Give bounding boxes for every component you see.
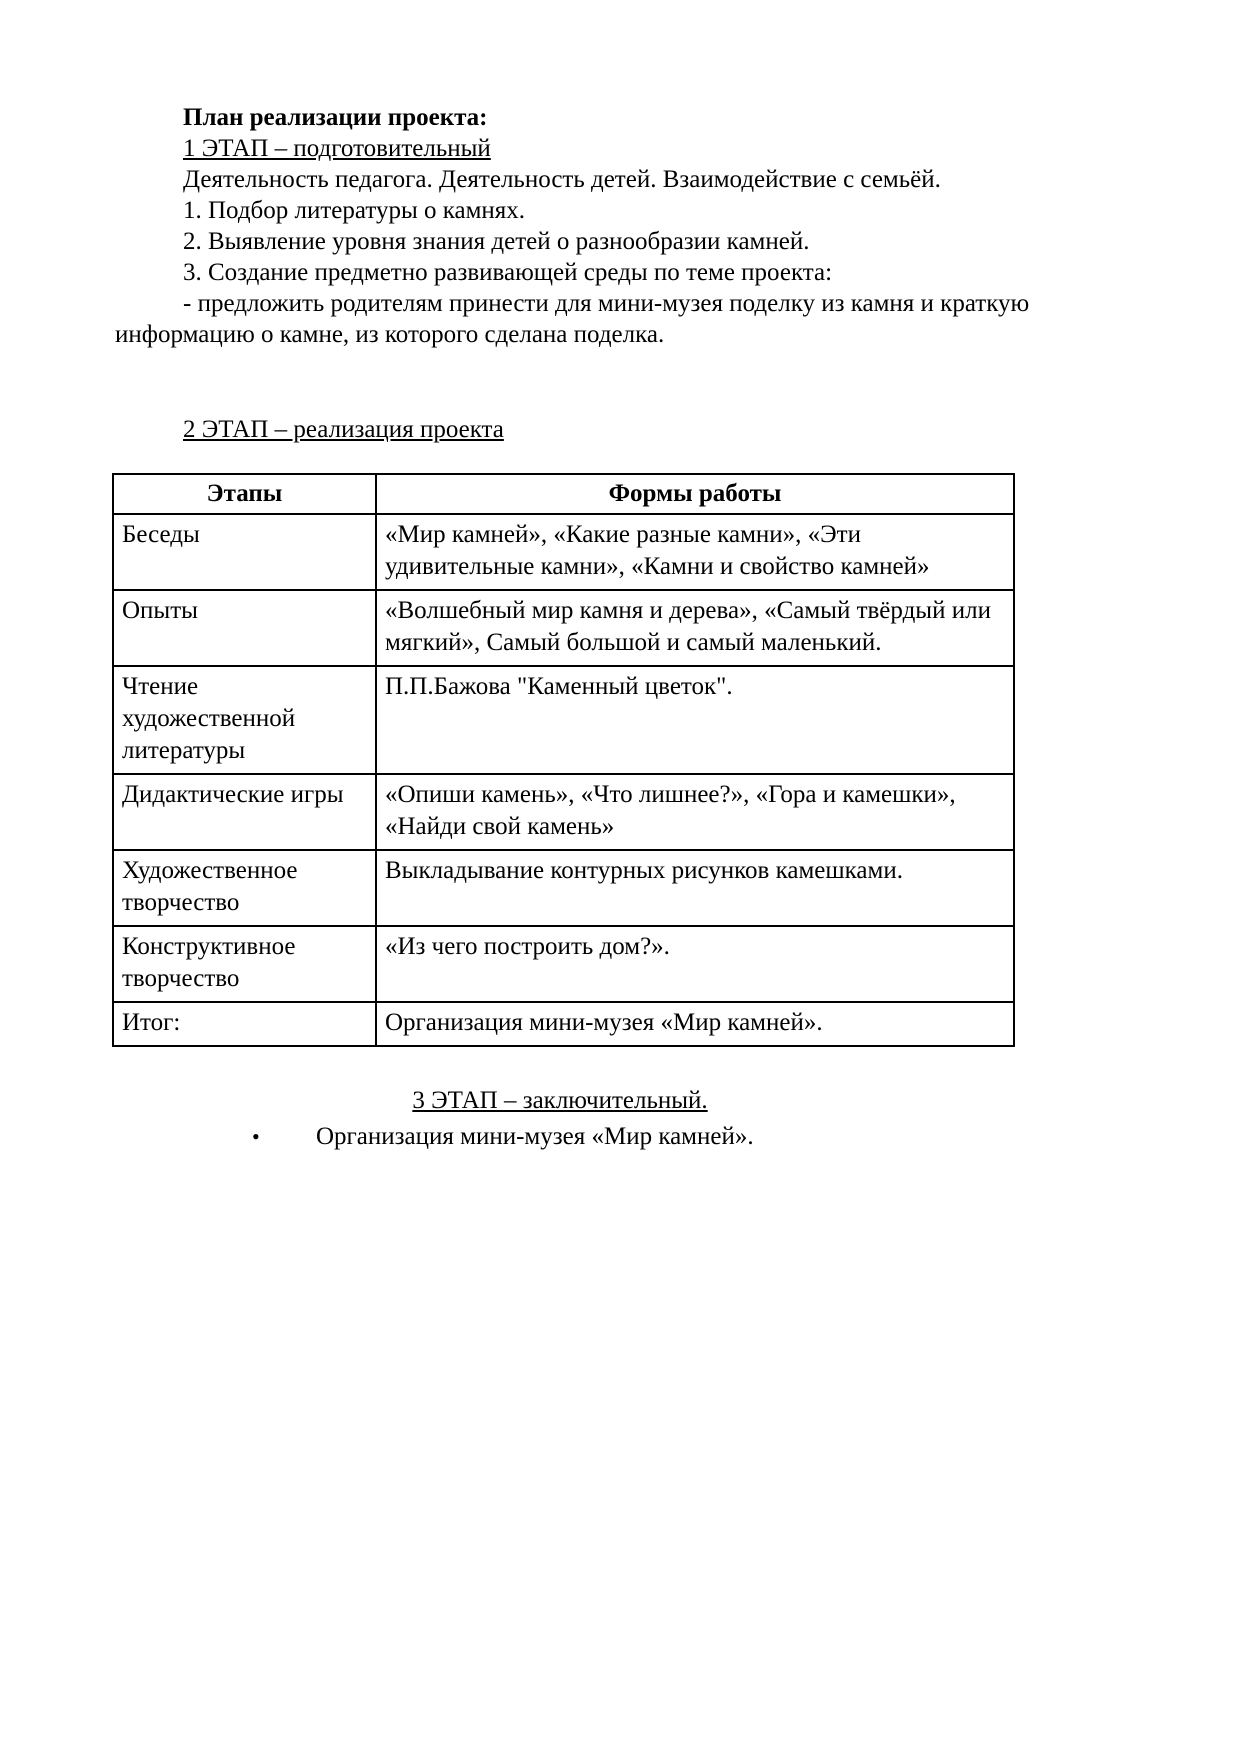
table-row (113, 514, 1014, 590)
bullet-marker: • (252, 1124, 260, 1149)
page-title: План реализации проекта: (183, 104, 488, 131)
stage-cell: Дидактические игры (113, 774, 376, 850)
stage-cell: Итог: (113, 1002, 376, 1046)
table-header-forms: Формы работы (376, 474, 1014, 514)
stage-cell: Конструктивное творчество (113, 926, 376, 1002)
forms-cell: Выкладывание контурных рисунков камешками. (376, 850, 1014, 926)
stage-cell: Художественное творчество (113, 850, 376, 926)
forms-cell: «Из чего построить дом?». (376, 926, 1014, 1002)
forms-cell: «Опиши камень», «Что лишнее?», «Гора и камешки», «Найди свой камень» (376, 774, 1014, 850)
forms-cell: П.П.Бажова "Каменный цветок". (376, 666, 1014, 774)
stage-cell: Беседы (113, 514, 376, 590)
forms-cell: «Волшебный мир камня и дерева», «Самый твёрдый или мягкий», Самый большой и самый маленький. (376, 590, 1014, 666)
paragraph-activity: Деятельность педагога. Деятельность детей. Взаимодействие с семьёй. (183, 166, 941, 193)
plan-table (112, 473, 1015, 1047)
forms-cell: Организация мини-музея «Мир камней». (376, 1002, 1014, 1046)
stage3-heading: 3 ЭТАП – заключительный. (412, 1087, 708, 1114)
paragraph-item-1: 1. Подбор литературы о камнях. (183, 197, 526, 224)
stage-cell: Опыты (113, 590, 376, 666)
bullet-item (0, 1120, 1240, 1154)
stage-cell: Чтение художественной литературы (113, 666, 376, 774)
table-row (113, 926, 1014, 1002)
table-row (113, 774, 1014, 850)
stage2-heading: 2 ЭТАП – реализация проекта (183, 416, 504, 443)
table-row (113, 1002, 1014, 1046)
paragraph-parents-note: - предложить родителям принести для мини-музея поделку из камня и краткую информацию о камне, из которого сделана поделка. (115, 290, 1030, 348)
paragraph-item-2: 2. Выявление уровня знания детей о разнообразии камней. (183, 228, 810, 255)
table-header-stages: Этапы (113, 474, 376, 514)
table-header-row (113, 474, 1014, 514)
forms-cell: «Мир камней», «Какие разные камни», «Эти удивительные камни», «Камни и свойство камней» (376, 514, 1014, 590)
paragraph-item-3: 3. Создание предметно развивающей среды по теме проекта: (183, 259, 833, 286)
table-row (113, 850, 1014, 926)
table-row (113, 666, 1014, 774)
stage1-heading: 1 ЭТАП – подготовительный (183, 135, 491, 162)
table-row (113, 590, 1014, 666)
bullet-text: Организация мини-музея «Мир камней». (316, 1123, 754, 1150)
